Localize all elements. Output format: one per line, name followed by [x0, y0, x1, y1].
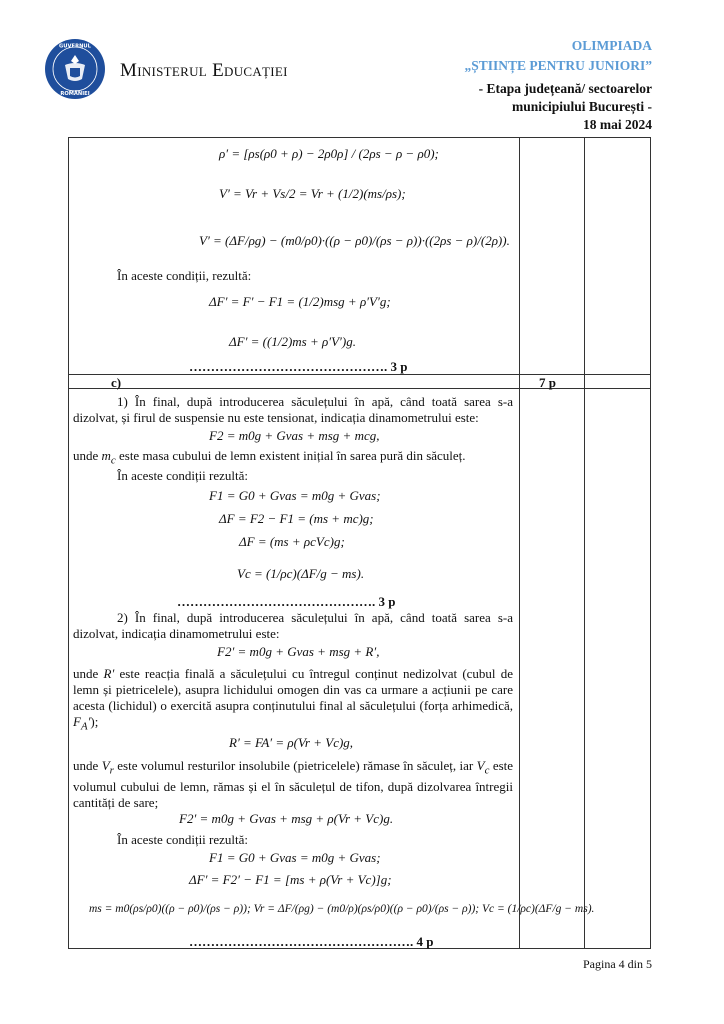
conditions-text: În aceste condiții, rezultă:: [117, 268, 252, 283]
equation-rho-prime: ρ′ = [ρs(ρ0 + ρ) − 2ρ0ρ] / (2ρs − ρ − ρ0);: [219, 146, 439, 161]
item2-equation-f1: F1 = G0 + Gvas = m0g + Gvas;: [209, 850, 381, 865]
item2-equation-final: ms = m0(ρs/ρ0)((ρ − ρ0)/(ρs − ρ)); Vr = ΔF/(ρg) − (m0/ρ)(ρs/ρ0)((ρ − ρ0)/(ρs − ρ)); Vc = (1/ρc)(ΔF/g − ms).: [89, 903, 595, 915]
solution-table: [68, 137, 651, 949]
fa-prime-symbol: $F_A'$: [73, 714, 91, 733]
item1-mc-prefix: unde: [73, 448, 99, 463]
page-number: Pagina 4 din 5: [583, 957, 652, 971]
item2-r-prefix: unde: [73, 666, 99, 681]
svg-text:GUVERNUL: GUVERNUL: [59, 43, 91, 50]
equation-delta-f-prime-2: ΔF′ = ((1/2)ms + ρ′V′)g.: [229, 334, 356, 349]
item1-equation-delta-f: ΔF = F2 − F1 = (ms + mc)g;: [219, 511, 374, 526]
ministry-seal-logo: [44, 38, 106, 100]
equation-delta-f-prime-1: ΔF′ = F′ − F1 = (1/2)msg + ρ′V′g;: [209, 294, 391, 309]
part-c-total-points: 7 p: [539, 375, 556, 390]
part-c-label: c): [111, 375, 122, 390]
item2-reaction-description: [73, 666, 513, 735]
item2-v-text: este volumul resturilor insolubile (pietricelele) rămase în săculeț, iar: [117, 758, 474, 773]
olympiad-label: OLIMPIADA: [571, 38, 652, 53]
column-divider: [519, 138, 520, 948]
item2-points: ……………………………………………. 4 p: [189, 934, 434, 949]
vc-symbol: $V_c$: [476, 758, 490, 777]
ministry-name: Ministerul Educației: [120, 60, 288, 81]
olympiad-name: „ȘTIINȚE PENTRU JUNIORI”: [464, 58, 652, 73]
item2-r-text: este reacția finală a săculețului cu întregul conținut nedizolvat (cubul de lemn și pietricelele), asupra lichidului omogen din vas ca urmare a acțiunii pe care acesta (lichidul) o exercită asupra conținutului final al săculețului (forța arhimedică,: [73, 666, 514, 713]
row-divider: [69, 388, 650, 389]
item1-mc-description: [73, 448, 513, 469]
item2-r-suffix: );: [90, 714, 99, 729]
equation-v-prime-1: V′ = Vr + Vs/2 = Vr + (1/2)(ms/ρs);: [219, 186, 406, 201]
svg-text:ROMÂNIEI: ROMÂNIEI: [60, 91, 90, 97]
exam-stage: [479, 80, 652, 134]
item1-equation-f1: F1 = G0 + Gvas = m0g + Gvas;: [209, 488, 381, 503]
equation-v-prime-2: V′ = (ΔF/ρg) − (m0/ρ0)·((ρ − ρ0)/(ρs − ρ))·((2ρs − ρ)/(2ρ)).: [199, 233, 510, 248]
vr-symbol: $V_r$: [101, 758, 114, 777]
mc-symbol: $m_c$: [101, 448, 116, 467]
item2-intro: 2) În final, după introducerea săculețului în apă, când toată sarea s-a dizolvat, indicația dinamometrului este:: [73, 610, 513, 641]
item2-equation-f2-prime-full: F2′ = m0g + Gvas + msg + ρ(Vr + Vc)g.: [179, 811, 394, 826]
column-divider: [584, 138, 585, 948]
item1-equation-delta-f-2: ΔF = (ms + ρcVc)g;: [239, 534, 345, 549]
stage-line-2: municipiului București -: [511, 99, 652, 114]
item1-conditions: În aceste condiții rezultă:: [117, 468, 249, 483]
item1-intro: 1) În final, după introducerea săculețului în apă, când toată sarea s-a dizolvat, și firul de suspensie nu este tensionat, indicația dinamometrului este:: [73, 394, 513, 425]
r-prime-symbol: R′: [103, 666, 115, 681]
item1-points: ………………………………………. 3 p: [177, 594, 396, 609]
item1-equation-f2: F2 = m0g + Gvas + msg + mcg,: [209, 428, 380, 443]
item1-equation-vc: Vc = (1/ρc)(ΔF/g − ms).: [237, 566, 365, 581]
item1-mc-text: este masa cubului de lemn existent inițial în sarea pură din săculeț.: [118, 448, 466, 463]
stage-line-1: - Etapa județeană/ sectoarelor: [478, 81, 652, 96]
item2-equation-delta-f-prime: ΔF′ = F2′ − F1 = [ms + ρ(Vr + Vc)]g;: [189, 872, 392, 887]
item2-conditions: În aceste condiții rezultă:: [117, 832, 249, 847]
exam-date: 18 mai 2024: [583, 117, 652, 132]
item2-volume-description: [73, 758, 513, 811]
item2-equation-f2-prime: F2′ = m0g + Gvas + msg + R′,: [217, 644, 380, 659]
olympiad-title: [464, 36, 652, 76]
item2-v-text-2: este volumul cubului de lemn, rămas și el în săculețul de tifon, după dizolvarea întregii cantități de sare;: [73, 758, 514, 810]
item2-equation-r-prime: R′ = FA′ = ρ(Vr + Vc)g,: [229, 735, 354, 750]
item2-v-prefix: unde: [73, 758, 99, 773]
points-b: ………………………………………. 3 p: [189, 359, 408, 374]
